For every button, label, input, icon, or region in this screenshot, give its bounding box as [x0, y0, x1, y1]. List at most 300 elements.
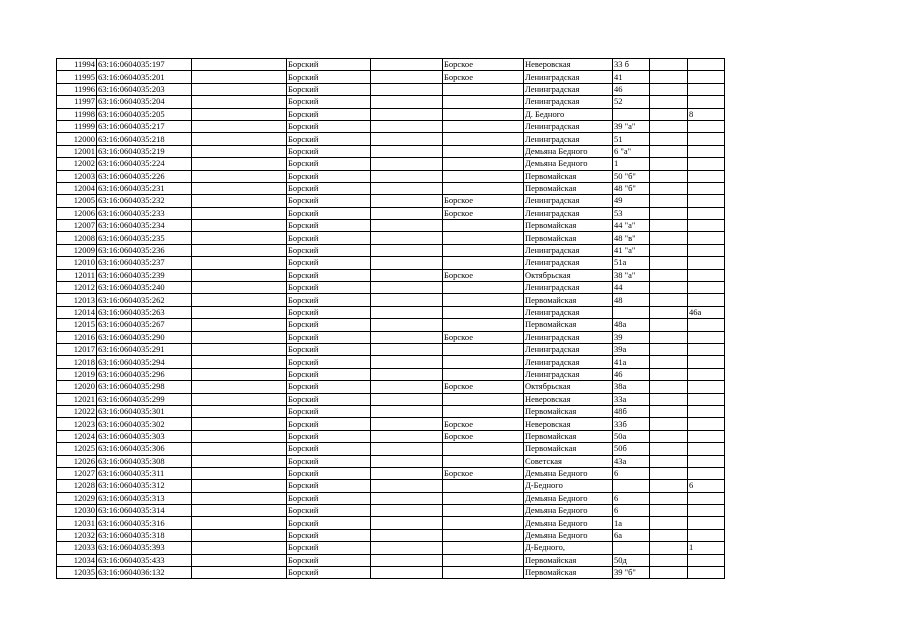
- street-cell: Демьяна Бедного: [524, 492, 613, 504]
- col-9-cell: [650, 71, 688, 83]
- col-5-cell: [371, 381, 443, 393]
- house-number-cell: 6: [613, 467, 650, 479]
- house-number-cell: 48 "б": [613, 182, 650, 194]
- district-cell: Борский: [287, 83, 371, 95]
- cadastral-number-cell: 63:16:0604035:308: [97, 455, 192, 467]
- district-cell: Борский: [287, 294, 371, 306]
- row-number-cell: 12010: [57, 257, 97, 269]
- table-row: [57, 381, 725, 393]
- table-row: [57, 393, 725, 405]
- col-10-cell: [688, 467, 725, 479]
- col-10-cell: [688, 343, 725, 355]
- street-cell: Октябрьская: [524, 269, 613, 281]
- house-number-cell: 38а: [613, 381, 650, 393]
- table-row: [57, 269, 725, 281]
- table-row: [57, 505, 725, 517]
- district-cell: Борский: [287, 170, 371, 182]
- col-10-cell: [688, 430, 725, 442]
- col-9-cell: [650, 542, 688, 554]
- table-row: [57, 220, 725, 232]
- cadastral-number-cell: 63:16:0604035:312: [97, 480, 192, 492]
- row-number-cell: 12014: [57, 306, 97, 318]
- row-number-cell: 12029: [57, 492, 97, 504]
- table-row: [57, 207, 725, 219]
- col-5-cell: [371, 443, 443, 455]
- street-cell: Ленинградская: [524, 356, 613, 368]
- street-cell: Демьяна Бедного: [524, 505, 613, 517]
- col-9-cell: [650, 405, 688, 417]
- row-number-cell: 12028: [57, 480, 97, 492]
- col-3-cell: [192, 331, 287, 343]
- col-9-cell: [650, 145, 688, 157]
- district-cell: Борский: [287, 220, 371, 232]
- house-number-cell: 1: [613, 158, 650, 170]
- row-number-cell: 11999: [57, 120, 97, 132]
- row-number-cell: 12016: [57, 331, 97, 343]
- table-row: [57, 120, 725, 132]
- cadastral-number-cell: 63:16:0604035:311: [97, 467, 192, 479]
- table-row: [57, 554, 725, 566]
- row-number-cell: 12013: [57, 294, 97, 306]
- row-number-cell: 12018: [57, 356, 97, 368]
- col-5-cell: [371, 542, 443, 554]
- cadastral-number-cell: 63:16:0604035:267: [97, 319, 192, 331]
- cadastral-number-cell: 63:16:0604035:263: [97, 306, 192, 318]
- col-9-cell: [650, 517, 688, 529]
- street-cell: Ленинградская: [524, 195, 613, 207]
- district-cell: Борский: [287, 356, 371, 368]
- col-3-cell: [192, 492, 287, 504]
- col-3-cell: [192, 145, 287, 157]
- settlement-cell: Борское: [443, 418, 524, 430]
- district-cell: Борский: [287, 319, 371, 331]
- cadastral-number-cell: 63:16:0604035:302: [97, 418, 192, 430]
- col-5-cell: [371, 182, 443, 194]
- cadastral-number-cell: 63:16:0604036:132: [97, 567, 192, 579]
- col-5-cell: [371, 232, 443, 244]
- row-number-cell: 12026: [57, 455, 97, 467]
- district-cell: Борский: [287, 120, 371, 132]
- cadastral-number-cell: 63:16:0604035:298: [97, 381, 192, 393]
- col-3-cell: [192, 405, 287, 417]
- house-number-cell: 6: [613, 492, 650, 504]
- cadastral-number-cell: 63:16:0604035:240: [97, 282, 192, 294]
- street-cell: Советская: [524, 455, 613, 467]
- settlement-cell: [443, 567, 524, 579]
- col-5-cell: [371, 195, 443, 207]
- settlement-cell: Борское: [443, 195, 524, 207]
- settlement-cell: Борское: [443, 207, 524, 219]
- row-number-cell: 11998: [57, 108, 97, 120]
- col-10-cell: 46а: [688, 306, 725, 318]
- row-number-cell: 12022: [57, 405, 97, 417]
- settlement-cell: [443, 220, 524, 232]
- house-number-cell: 39 "б": [613, 567, 650, 579]
- district-cell: Борский: [287, 381, 371, 393]
- col-5-cell: [371, 120, 443, 132]
- settlement-cell: [443, 182, 524, 194]
- col-9-cell: [650, 455, 688, 467]
- settlement-cell: [443, 368, 524, 380]
- col-9-cell: [650, 480, 688, 492]
- col-3-cell: [192, 480, 287, 492]
- col-10-cell: 8: [688, 108, 725, 120]
- col-9-cell: [650, 554, 688, 566]
- table-row: [57, 443, 725, 455]
- col-5-cell: [371, 492, 443, 504]
- house-number-cell: 44: [613, 282, 650, 294]
- settlement-cell: [443, 145, 524, 157]
- col-3-cell: [192, 207, 287, 219]
- house-number-cell: 48 "в": [613, 232, 650, 244]
- col-9-cell: [650, 182, 688, 194]
- house-number-cell: 48б: [613, 405, 650, 417]
- col-9-cell: [650, 232, 688, 244]
- col-3-cell: [192, 393, 287, 405]
- cadastral-number-cell: 63:16:0604035:219: [97, 145, 192, 157]
- col-10-cell: 6: [688, 480, 725, 492]
- house-number-cell: 41 "а": [613, 244, 650, 256]
- row-number-cell: 12019: [57, 368, 97, 380]
- cadastral-number-cell: 63:16:0604035:218: [97, 133, 192, 145]
- cadastral-number-cell: 63:16:0604035:226: [97, 170, 192, 182]
- col-5-cell: [371, 59, 443, 71]
- col-5-cell: [371, 282, 443, 294]
- district-cell: Борский: [287, 331, 371, 343]
- col-9-cell: [650, 492, 688, 504]
- col-9-cell: [650, 83, 688, 95]
- table-row: [57, 257, 725, 269]
- settlement-cell: [443, 393, 524, 405]
- col-5-cell: [371, 306, 443, 318]
- col-5-cell: [371, 356, 443, 368]
- street-cell: Первомайская: [524, 294, 613, 306]
- street-cell: Ленинградская: [524, 133, 613, 145]
- col-10-cell: [688, 405, 725, 417]
- district-cell: Борский: [287, 405, 371, 417]
- table-row: [57, 331, 725, 343]
- street-cell: Ленинградская: [524, 343, 613, 355]
- district-cell: Борский: [287, 59, 371, 71]
- settlement-cell: [443, 319, 524, 331]
- street-cell: Демьяна Бедного: [524, 158, 613, 170]
- col-5-cell: [371, 319, 443, 331]
- house-number-cell: 1а: [613, 517, 650, 529]
- table-row: [57, 59, 725, 71]
- street-cell: Ленинградская: [524, 331, 613, 343]
- row-number-cell: 12034: [57, 554, 97, 566]
- col-3-cell: [192, 517, 287, 529]
- col-10-cell: [688, 182, 725, 194]
- settlement-cell: [443, 455, 524, 467]
- street-cell: Ленинградская: [524, 96, 613, 108]
- col-10-cell: [688, 244, 725, 256]
- col-5-cell: [371, 207, 443, 219]
- col-5-cell: [371, 393, 443, 405]
- cadastral-number-cell: 63:16:0604035:231: [97, 182, 192, 194]
- settlement-cell: [443, 492, 524, 504]
- cadastral-number-cell: 63:16:0604035:197: [97, 59, 192, 71]
- district-cell: Борский: [287, 430, 371, 442]
- cadastral-number-cell: 63:16:0604035:290: [97, 331, 192, 343]
- col-10-cell: [688, 232, 725, 244]
- col-9-cell: [650, 133, 688, 145]
- col-3-cell: [192, 542, 287, 554]
- settlement-cell: [443, 133, 524, 145]
- district-cell: Борский: [287, 133, 371, 145]
- table-row: [57, 418, 725, 430]
- col-3-cell: [192, 269, 287, 281]
- street-cell: Первомайская: [524, 220, 613, 232]
- table-row: [57, 405, 725, 417]
- street-cell: Ленинградская: [524, 71, 613, 83]
- street-cell: Первомайская: [524, 554, 613, 566]
- col-10-cell: [688, 257, 725, 269]
- col-3-cell: [192, 244, 287, 256]
- col-10-cell: [688, 529, 725, 541]
- house-number-cell: [613, 306, 650, 318]
- col-5-cell: [371, 145, 443, 157]
- col-5-cell: [371, 269, 443, 281]
- col-10-cell: [688, 455, 725, 467]
- street-cell: Неверовская: [524, 59, 613, 71]
- district-cell: Борский: [287, 282, 371, 294]
- settlement-cell: [443, 443, 524, 455]
- col-3-cell: [192, 554, 287, 566]
- col-3-cell: [192, 505, 287, 517]
- house-number-cell: 48а: [613, 319, 650, 331]
- settlement-cell: Борское: [443, 430, 524, 442]
- col-10-cell: [688, 133, 725, 145]
- cadastral-number-cell: 63:16:0604035:232: [97, 195, 192, 207]
- col-10-cell: [688, 220, 725, 232]
- col-3-cell: [192, 220, 287, 232]
- col-5-cell: [371, 96, 443, 108]
- settlement-cell: [443, 529, 524, 541]
- cadastral-number-cell: 63:16:0604035:224: [97, 158, 192, 170]
- street-cell: Первомайская: [524, 443, 613, 455]
- street-cell: Ленинградская: [524, 83, 613, 95]
- registry-table-body: [57, 59, 725, 579]
- row-number-cell: 12011: [57, 269, 97, 281]
- table-row: [57, 83, 725, 95]
- row-number-cell: 12005: [57, 195, 97, 207]
- col-10-cell: [688, 195, 725, 207]
- street-cell: Неверовская: [524, 393, 613, 405]
- col-10-cell: [688, 331, 725, 343]
- col-3-cell: [192, 59, 287, 71]
- district-cell: Борский: [287, 232, 371, 244]
- col-5-cell: [371, 158, 443, 170]
- row-number-cell: 12017: [57, 343, 97, 355]
- cadastral-number-cell: 63:16:0604035:262: [97, 294, 192, 306]
- col-5-cell: [371, 467, 443, 479]
- col-5-cell: [371, 517, 443, 529]
- table-row: [57, 368, 725, 380]
- house-number-cell: 33 б: [613, 59, 650, 71]
- district-cell: Борский: [287, 492, 371, 504]
- district-cell: Борский: [287, 343, 371, 355]
- cadastral-number-cell: 63:16:0604035:205: [97, 108, 192, 120]
- col-3-cell: [192, 108, 287, 120]
- house-number-cell: [613, 108, 650, 120]
- col-3-cell: [192, 282, 287, 294]
- col-5-cell: [371, 343, 443, 355]
- cadastral-number-cell: 63:16:0604035:236: [97, 244, 192, 256]
- house-number-cell: 38 "а": [613, 269, 650, 281]
- house-number-cell: 49: [613, 195, 650, 207]
- col-3-cell: [192, 71, 287, 83]
- cadastral-number-cell: 63:16:0604035:201: [97, 71, 192, 83]
- col-5-cell: [371, 108, 443, 120]
- settlement-cell: [443, 356, 524, 368]
- col-10-cell: [688, 59, 725, 71]
- table-row: [57, 492, 725, 504]
- row-number-cell: 12031: [57, 517, 97, 529]
- col-9-cell: [650, 331, 688, 343]
- settlement-cell: [443, 505, 524, 517]
- col-10-cell: [688, 505, 725, 517]
- cadastral-number-cell: 63:16:0604035:204: [97, 96, 192, 108]
- col-9-cell: [650, 443, 688, 455]
- settlement-cell: [443, 542, 524, 554]
- cadastral-number-cell: 63:16:0604035:237: [97, 257, 192, 269]
- row-number-cell: 12006: [57, 207, 97, 219]
- house-number-cell: 6а: [613, 529, 650, 541]
- col-9-cell: [650, 220, 688, 232]
- settlement-cell: Борское: [443, 381, 524, 393]
- col-3-cell: [192, 96, 287, 108]
- col-3-cell: [192, 120, 287, 132]
- street-cell: Ленинградская: [524, 244, 613, 256]
- table-row: [57, 567, 725, 579]
- district-cell: Борский: [287, 529, 371, 541]
- cadastral-number-cell: 63:16:0604035:316: [97, 517, 192, 529]
- col-9-cell: [650, 120, 688, 132]
- col-9-cell: [650, 306, 688, 318]
- cadastral-number-cell: 63:16:0604035:303: [97, 430, 192, 442]
- col-3-cell: [192, 467, 287, 479]
- table-row: [57, 455, 725, 467]
- cadastral-number-cell: 63:16:0604035:301: [97, 405, 192, 417]
- cadastral-number-cell: 63:16:0604035:299: [97, 393, 192, 405]
- col-5-cell: [371, 567, 443, 579]
- settlement-cell: [443, 108, 524, 120]
- street-cell: Октябрьская: [524, 381, 613, 393]
- col-10-cell: [688, 368, 725, 380]
- settlement-cell: [443, 244, 524, 256]
- house-number-cell: 41а: [613, 356, 650, 368]
- district-cell: Борский: [287, 108, 371, 120]
- street-cell: Демьяна Бедного: [524, 529, 613, 541]
- cadastral-number-cell: 63:16:0604035:306: [97, 443, 192, 455]
- house-number-cell: 6 "а": [613, 145, 650, 157]
- col-5-cell: [371, 430, 443, 442]
- table-row: [57, 71, 725, 83]
- col-3-cell: [192, 368, 287, 380]
- cadastral-number-cell: 63:16:0604035:318: [97, 529, 192, 541]
- col-10-cell: [688, 294, 725, 306]
- row-number-cell: 12020: [57, 381, 97, 393]
- col-9-cell: [650, 319, 688, 331]
- row-number-cell: 12033: [57, 542, 97, 554]
- district-cell: Борский: [287, 257, 371, 269]
- table-row: [57, 529, 725, 541]
- col-3-cell: [192, 418, 287, 430]
- row-number-cell: 12000: [57, 133, 97, 145]
- table-row: [57, 96, 725, 108]
- district-cell: Борский: [287, 145, 371, 157]
- col-9-cell: [650, 567, 688, 579]
- col-9-cell: [650, 467, 688, 479]
- col-10-cell: [688, 393, 725, 405]
- col-3-cell: [192, 83, 287, 95]
- street-cell: Ленинградская: [524, 120, 613, 132]
- house-number-cell: 51: [613, 133, 650, 145]
- house-number-cell: 50д: [613, 554, 650, 566]
- street-cell: Неверовская: [524, 418, 613, 430]
- settlement-cell: [443, 294, 524, 306]
- col-3-cell: [192, 430, 287, 442]
- row-number-cell: 12021: [57, 393, 97, 405]
- col-3-cell: [192, 455, 287, 467]
- settlement-cell: [443, 232, 524, 244]
- table-row: [57, 232, 725, 244]
- row-number-cell: 12002: [57, 158, 97, 170]
- col-9-cell: [650, 59, 688, 71]
- row-number-cell: 12007: [57, 220, 97, 232]
- street-cell: Ленинградская: [524, 368, 613, 380]
- col-10-cell: [688, 120, 725, 132]
- house-number-cell: 52: [613, 96, 650, 108]
- cadastral-number-cell: 63:16:0604035:234: [97, 220, 192, 232]
- col-10-cell: [688, 554, 725, 566]
- row-number-cell: 11994: [57, 59, 97, 71]
- street-cell: Демьяна Бедного: [524, 145, 613, 157]
- col-3-cell: [192, 306, 287, 318]
- row-number-cell: 12008: [57, 232, 97, 244]
- district-cell: Борский: [287, 517, 371, 529]
- col-5-cell: [371, 244, 443, 256]
- house-number-cell: 51а: [613, 257, 650, 269]
- street-cell: Первомайская: [524, 567, 613, 579]
- col-3-cell: [192, 381, 287, 393]
- table-row: [57, 244, 725, 256]
- table-row: [57, 480, 725, 492]
- cadastral-number-cell: 63:16:0604035:239: [97, 269, 192, 281]
- cadastral-number-cell: 63:16:0604035:393: [97, 542, 192, 554]
- house-number-cell: 39: [613, 331, 650, 343]
- col-9-cell: [650, 158, 688, 170]
- col-9-cell: [650, 282, 688, 294]
- col-10-cell: [688, 158, 725, 170]
- cadastral-number-cell: 63:16:0604035:291: [97, 343, 192, 355]
- district-cell: Борский: [287, 505, 371, 517]
- row-number-cell: 12032: [57, 529, 97, 541]
- col-3-cell: [192, 133, 287, 145]
- col-10-cell: [688, 567, 725, 579]
- row-number-cell: 12009: [57, 244, 97, 256]
- street-cell: Ленинградская: [524, 282, 613, 294]
- district-cell: Борский: [287, 158, 371, 170]
- settlement-cell: [443, 96, 524, 108]
- col-10-cell: [688, 381, 725, 393]
- settlement-cell: [443, 306, 524, 318]
- col-5-cell: [371, 71, 443, 83]
- col-3-cell: [192, 170, 287, 182]
- settlement-cell: [443, 83, 524, 95]
- table-row: [57, 133, 725, 145]
